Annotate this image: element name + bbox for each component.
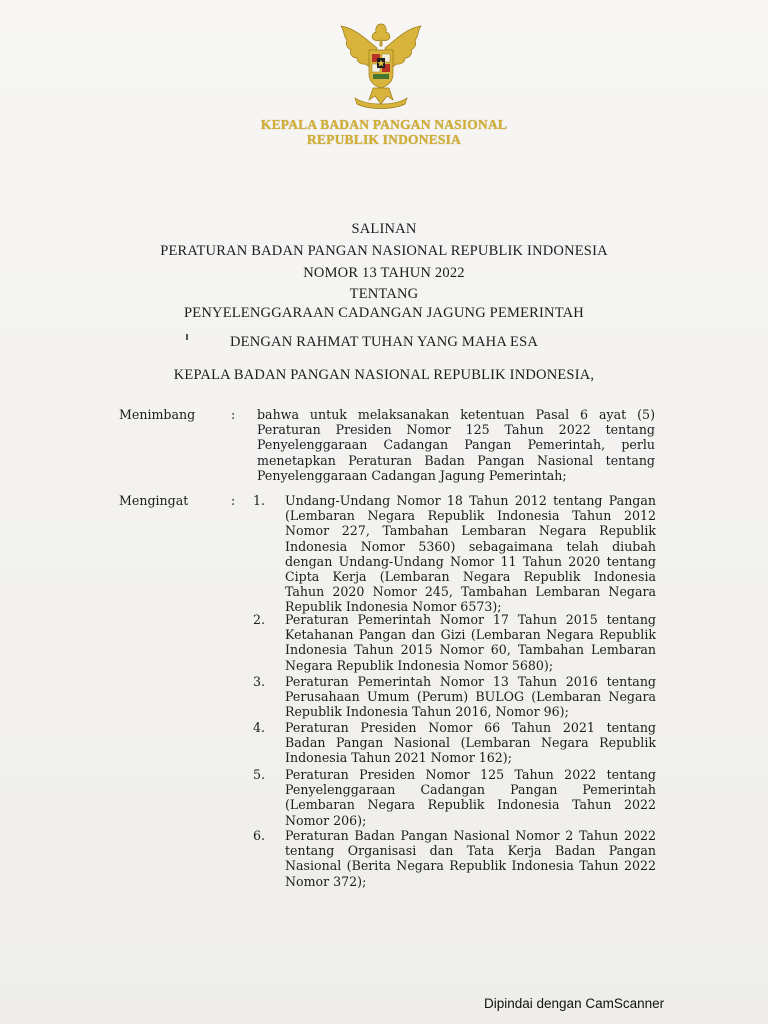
mengingat-label: Mengingat <box>119 493 189 508</box>
text-line: Republik Indonesia Tahun 2016, Nomor 96); <box>285 704 569 720</box>
text-line: Peraturan Presiden Nomor 125 Tahun 2022 tentang <box>257 422 655 438</box>
garuda-pancasila-emblem <box>333 20 429 112</box>
text-line: Republik Indonesia Nomor 6573); <box>285 599 502 615</box>
blessing-line: DENGAN RAHMAT TUHAN YANG MAHA ESA <box>229 334 539 350</box>
camscanner-watermark: Dipindai dengan CamScanner <box>484 996 665 1011</box>
text-line: Peraturan Presiden Nomor 66 Tahun 2021 tentang <box>285 720 656 735</box>
text-line: Penyelenggaraan Cadangan Pangan Pemerintah <box>285 782 656 798</box>
institution-name-line1: KEPALA BADAN PANGAN NASIONAL <box>260 117 508 132</box>
menimbang-paragraph <box>257 407 655 483</box>
text-line: Indonesia Tahun 2021 Nomor 162); <box>285 750 512 766</box>
copy-label: SALINAN <box>351 221 417 237</box>
text-line: tentang Organisasi dan Tata Kerja Badan Pangan <box>285 843 656 859</box>
menimbang-colon: : <box>231 407 236 422</box>
list-item <box>285 828 656 889</box>
regulation-title: PERATURAN BADAN PANGAN NASIONAL REPUBLIK INDONESIA <box>160 243 608 259</box>
text-line: Badan Pangan Nasional (Lembaran Negara Republik <box>285 735 656 751</box>
text-line: Ketahanan Pangan dan Gizi (Lembaran Negara Republik <box>285 627 656 643</box>
regulation-subject: PENYELENGGARAAN CADANGAN JAGUNG PEMERINTAH <box>184 305 584 321</box>
text-line: dengan Undang-Undang Nomor 11 Tahun 2020 tentang <box>285 553 656 569</box>
text-line: Penyelenggaraan Cadangan Pangan Pemerintah, perlu <box>257 437 655 453</box>
text-line: Nomor 227, Tambahan Lembaran Negara Republik <box>285 523 656 539</box>
text-line: bahwa untuk melaksanakan ketentuan Pasal 6 ayat (5) <box>257 407 655 422</box>
regulation-number: NOMOR 13 TAHUN 2022 <box>303 265 465 281</box>
item-number: 2. <box>253 612 266 627</box>
text-line: Peraturan Pemerintah Nomor 13 Tahun 2016 tentang <box>285 674 656 689</box>
text-line: Penyelenggaraan Cadangan Jagung Pemerintah; <box>257 467 567 483</box>
text-line: Undang-Undang Nomor 18 Tahun 2012 tentang Pangan <box>285 493 656 508</box>
list-item <box>285 674 656 720</box>
mengingat-colon: : <box>231 493 236 508</box>
list-item <box>285 612 656 673</box>
institution-name-line2: REPUBLIK INDONESIA <box>306 132 461 147</box>
item-number: 3. <box>253 674 266 689</box>
text-line: (Lembaran Negara Republik Indonesia Tahun 2012 <box>285 508 656 524</box>
text-line: Cipta Kerja (Lembaran Negara Republik Indonesia <box>285 569 656 585</box>
item-number: 4. <box>253 720 266 735</box>
text-line: Negara Republik Indonesia Nomor 5680); <box>285 657 554 673</box>
authority-line: KEPALA BADAN PANGAN NASIONAL REPUBLIK INDONESIA, <box>173 367 595 383</box>
text-line: menetapkan Peraturan Badan Pangan Nasional tentang <box>257 452 655 468</box>
text-line: Peraturan Pemerintah Nomor 17 Tahun 2015 tentang <box>285 612 656 627</box>
text-line: Nasional (Berita Negara Republik Indonesia Tahun 2022 <box>285 858 656 874</box>
list-item <box>285 493 656 615</box>
text-line: Nomor 372); <box>285 873 367 889</box>
text-line: Indonesia Nomor 5360) sebagaimana telah diubah <box>285 538 656 554</box>
item-number: 1. <box>253 493 266 508</box>
text-line: Indonesia Tahun 2015 Nomor 60, Tambahan Lembaran <box>285 642 656 658</box>
text-line: (Lembaran Negara Republik Indonesia Tahun 2022 <box>285 797 656 813</box>
text-line: Perusahaan Umum (Perum) BULOG (Lembaran Negara <box>285 689 656 705</box>
item-number: 6. <box>253 828 266 843</box>
about-label: TENTANG <box>349 286 419 302</box>
text-line: Peraturan Badan Pangan Nasional Nomor 2 Tahun 2022 <box>285 828 656 843</box>
text-line: Tahun 2020 Nomor 245, Tambahan Lembaran Negara <box>285 584 656 600</box>
list-item <box>285 720 656 766</box>
menimbang-label: Menimbang <box>119 407 196 422</box>
text-line: Nomor 206); <box>285 812 367 828</box>
text-line: Peraturan Presiden Nomor 125 Tahun 2022 tentang <box>285 767 656 782</box>
list-item <box>285 767 656 828</box>
item-number: 5. <box>253 767 266 782</box>
